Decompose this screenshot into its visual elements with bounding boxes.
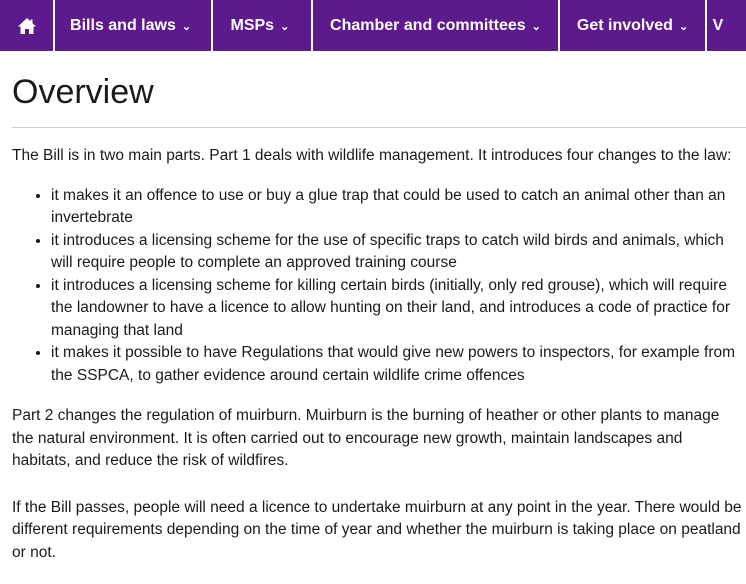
list-item: • it makes it an offence to use or buy a glue trap that could be used to catch an animal other than an invertebrate <box>51 185 742 230</box>
nav-msps-label: MSPs <box>230 16 275 34</box>
nav-get-involved-label: Get involved <box>576 16 673 34</box>
nav-truncated-item[interactable] <box>707 0 746 51</box>
chevron-down-icon: ⌄ <box>678 21 689 33</box>
nav-home[interactable] <box>0 0 55 51</box>
main-navigation <box>0 0 746 51</box>
chevron-down-icon: ⌄ <box>181 21 192 33</box>
nav-msps[interactable] <box>213 0 313 51</box>
intro-paragraph: The Bill is in two main parts. Part 1 deals with wildlife management. It introduces four changes to the law: <box>12 147 732 164</box>
title-divider <box>12 127 746 128</box>
home-icon <box>17 17 37 35</box>
list-item: • it introduces a licensing scheme for the use of specific traps to catch wild birds and animals, which will require people to complete an approved training course <box>51 230 742 275</box>
list-item: • it introduces a licensing scheme for killing certain birds (initially, only red grouse), which will require the landowner to have a licence to allow hunting on their land, and introduces a code of practice for managing that land <box>51 275 742 343</box>
chevron-down-icon: ⌄ <box>531 21 541 33</box>
page-title: Overview <box>12 73 154 111</box>
part2-paragraph: Part 2 changes the regulation of muirburn. Muirburn is the burning of heather or other plants to manage the natural environment. It is often carried out to encourage new growth, maintain landscapes and habitats, and reduce the risk of wildfires. <box>12 407 720 469</box>
main-content <box>12 145 742 564</box>
nav-truncated-item-label: V <box>712 16 724 34</box>
licence-paragraph: If the Bill passes, people will need a licence to undertake muirburn at any point in the year. There would be different requirements depending on the time of year and whether the muirburn is taking place on peatland or not. <box>12 498 742 561</box>
nav-chamber-and-committees[interactable] <box>313 0 560 51</box>
nav-bills-and-laws[interactable] <box>55 0 213 51</box>
nav-get-involved[interactable] <box>560 0 707 51</box>
nav-chamber-and-committees-label: Chamber and committees <box>330 16 526 34</box>
chevron-down-icon: ⌄ <box>280 21 290 33</box>
nav-bills-and-laws-label: Bills and laws <box>70 16 176 34</box>
list-item: • it makes it possible to have Regulations that would give new powers to inspectors, for example from the SSPCA, to gather evidence around certain wildlife crime offences <box>51 342 742 387</box>
changes-list <box>12 185 742 388</box>
